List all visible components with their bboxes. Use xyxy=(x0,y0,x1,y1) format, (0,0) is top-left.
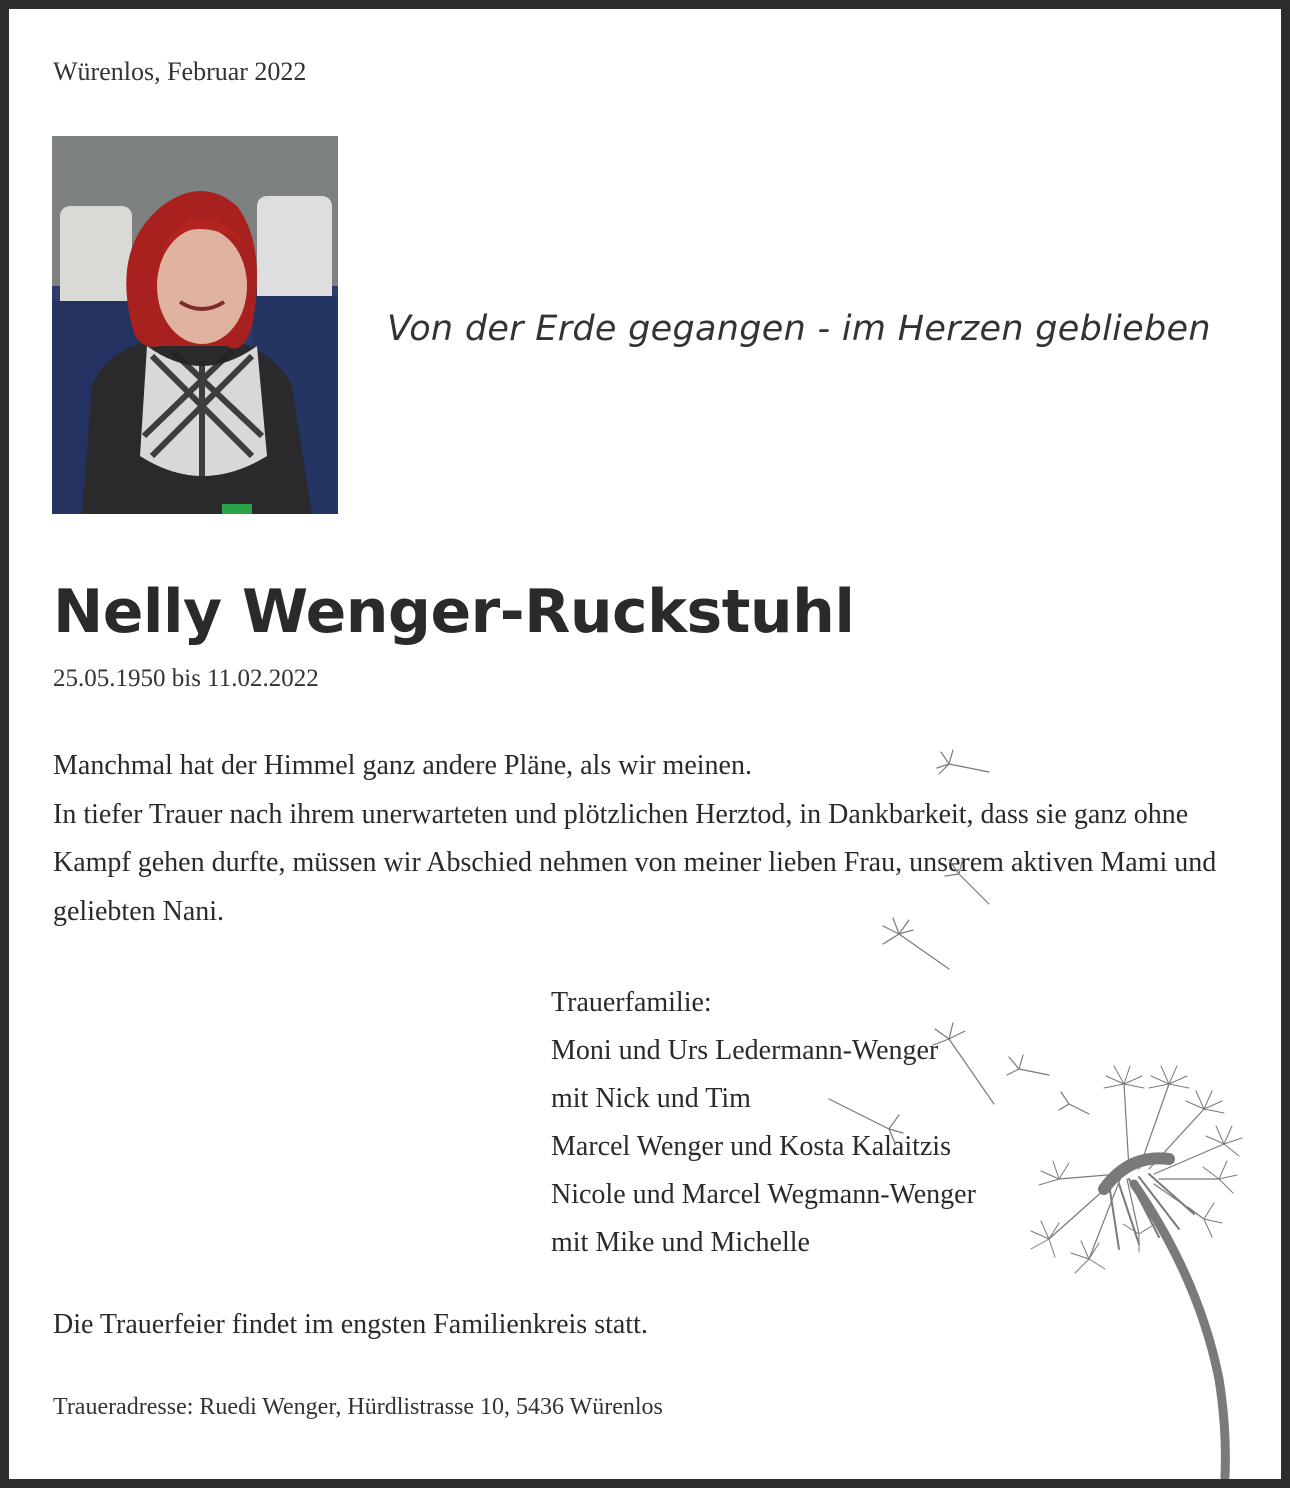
portrait-photo xyxy=(52,136,338,514)
family-list xyxy=(551,979,976,1267)
family-heading: Trauerfamilie: xyxy=(551,987,712,1018)
message-line: Manchmal hat der Himmel ganz andere Pläne, als wir meinen. xyxy=(53,750,752,781)
message-text xyxy=(53,742,1243,936)
mourning-address: Traueradresse: Ruedi Wenger, Hürdlistrasse 10, 5436 Würenlos xyxy=(53,1394,663,1420)
life-dates: 25.05.1950 bis 11.02.2022 xyxy=(53,665,319,692)
family-member: mit Mike und Michelle xyxy=(551,1227,810,1258)
family-member: mit Nick und Tim xyxy=(551,1083,751,1114)
message-line: In tiefer Trauer nach ihrem unerwarteten und plötzlichen Herztod, in Dankbarkeit, dass sie ganz ohne Kampf gehen durfte, müssen wir Abschied nehmen von meiner lieben Frau, unserem aktiven Mami und geliebten Nani. xyxy=(53,798,1217,927)
place-date: Würenlos, Februar 2022 xyxy=(53,57,307,86)
family-member: Moni und Urs Ledermann-Wenger xyxy=(551,1035,939,1066)
portrait-photo-image xyxy=(52,136,338,514)
deceased-name: Nelly Wenger-Ruckstuhl xyxy=(53,577,855,647)
ceremony-note: Die Trauerfeier findet im engsten Familienkreis statt. xyxy=(53,1309,648,1340)
family-member: Nicole und Marcel Wegmann-Wenger xyxy=(551,1179,976,1210)
motto-quote: Von der Erde gegangen - im Herzen geblieben xyxy=(387,309,1211,349)
obituary-card xyxy=(9,9,1281,1479)
family-member: Marcel Wenger und Kosta Kalaitzis xyxy=(551,1131,951,1162)
